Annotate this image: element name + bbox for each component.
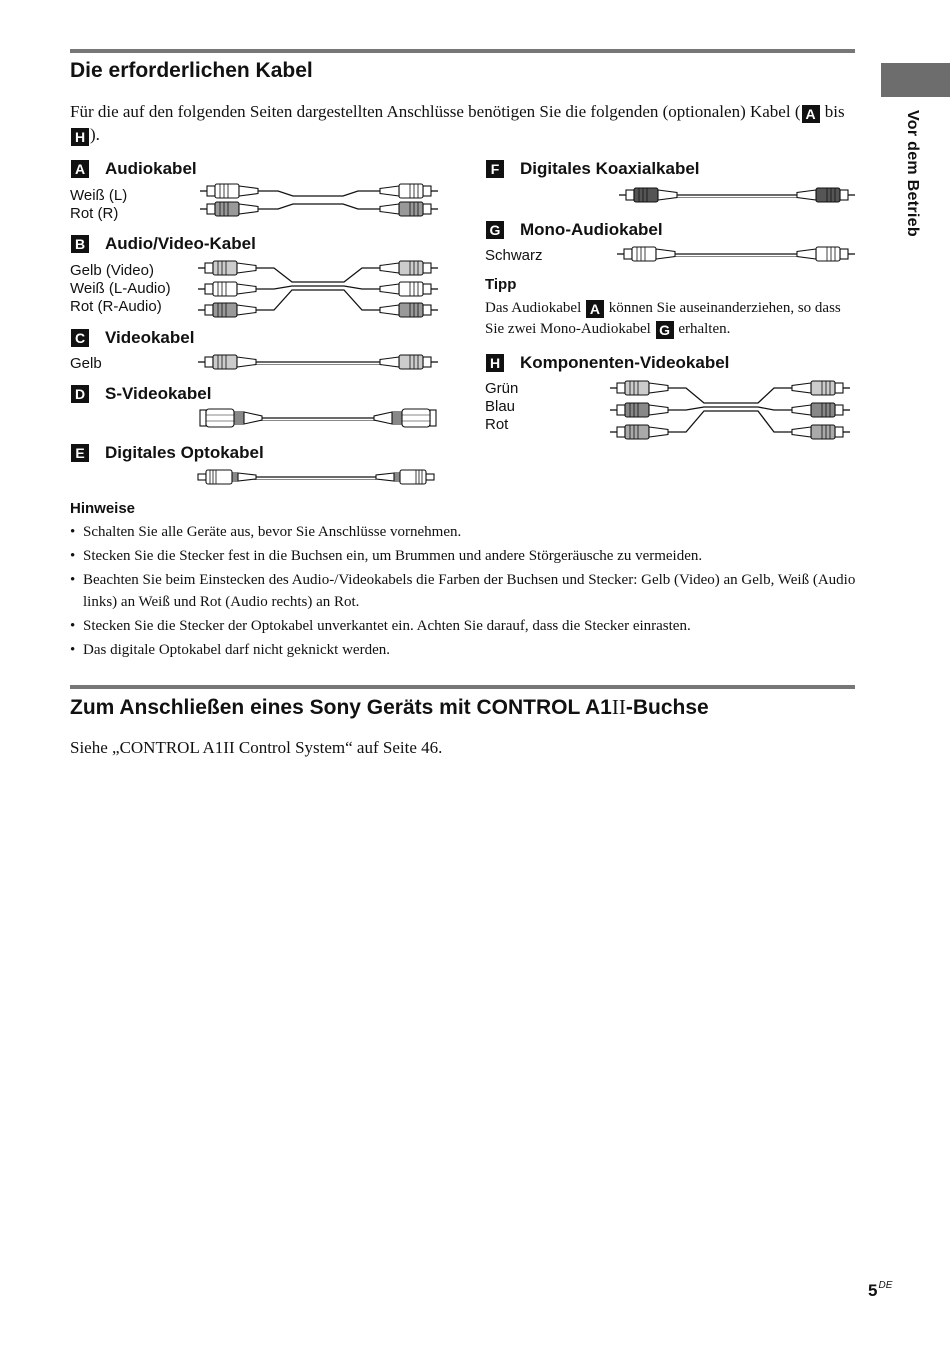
section-rule-control <box>70 685 855 689</box>
cable-d-title: S-Videokabel <box>105 384 212 403</box>
cable-f-illustration <box>617 184 857 206</box>
cable-g-illustration <box>615 243 857 265</box>
cable-h-heading <box>485 353 729 373</box>
cable-h-badge: H <box>486 354 504 372</box>
cable-e-illustration <box>196 467 436 487</box>
chapter-tab <box>881 63 950 97</box>
tip-badge-a: A <box>586 300 604 318</box>
cable-g-label-black: Schwarz <box>485 247 543 264</box>
section2-title-roman: II <box>611 695 626 719</box>
intro-text-before: Für die auf den folgenden Seiten dargestellten Anschlüsse benötigen Sie die folgenden (optionalen) Kabel ( <box>70 102 801 121</box>
cable-e-title: Digitales Optokabel <box>105 443 264 462</box>
section-title-control <box>70 695 709 720</box>
cable-d-badge: D <box>71 385 89 403</box>
cable-a-badge: A <box>71 160 89 178</box>
cable-f-badge: F <box>486 160 504 178</box>
cable-b-heading <box>70 234 256 254</box>
cable-g-badge: G <box>486 221 504 239</box>
chapter-label: Vor dem Betrieb <box>904 110 921 237</box>
cable-b-illustration <box>196 256 440 322</box>
cable-f-title: Digitales Koaxialkabel <box>520 159 700 178</box>
page-number <box>868 1281 892 1301</box>
cable-a-title: Audiokabel <box>105 159 197 178</box>
cable-d-heading <box>70 384 211 404</box>
cable-g-title: Mono-Audiokabel <box>520 220 663 239</box>
tip-title: Tipp <box>485 276 517 293</box>
notes-list <box>70 521 860 663</box>
cable-b-title: Audio/Video-Kabel <box>105 234 256 253</box>
cable-e-heading <box>70 443 264 463</box>
cable-h-label-red: Rot <box>485 416 509 433</box>
cable-b-label-white: Weiß (L-Audio) <box>70 280 171 297</box>
cable-a-label-red: Rot (R) <box>70 205 119 222</box>
cable-h-label-blue: Blau <box>485 398 516 415</box>
cable-b-label-red: Rot (R-Audio) <box>70 298 162 315</box>
page-number-suffix: DE <box>878 1280 893 1291</box>
section-rule-top <box>70 49 855 53</box>
badge-h: H <box>71 128 89 146</box>
note-item: • Das digitale Optokabel darf nicht geknickt werden. <box>70 639 860 661</box>
cable-b-label-yellow: Gelb (Video) <box>70 262 154 279</box>
cable-c-title: Videokabel <box>105 328 195 347</box>
cable-d-illustration <box>198 406 438 430</box>
cable-c-label-yellow: Gelb <box>70 355 102 372</box>
tip-text-2: können Sie auseinanderziehen, so dass Sie zwei Mono-Audiokabel <box>485 300 841 337</box>
cable-f-heading <box>485 159 700 179</box>
page-number-value: 5 <box>868 1281 878 1300</box>
cable-h-illustration <box>608 377 852 443</box>
cable-b-badge: B <box>71 235 89 253</box>
cable-c-badge: C <box>71 329 89 347</box>
cable-h-label-green: Grün <box>485 380 519 397</box>
tip-text <box>485 298 860 340</box>
cable-c-illustration <box>196 352 440 372</box>
badge-a: A <box>802 105 820 123</box>
notes-title: Hinweise <box>70 500 136 517</box>
section2-title-suffix: -Buchse <box>625 696 709 719</box>
section2-title-main: Zum Anschließen eines Sony Geräts mit CONTROL A1 <box>70 696 612 719</box>
note-item: • Schalten Sie alle Geräte aus, bevor Sie Anschlüsse vornehmen. <box>70 521 860 543</box>
note-item: • Beachten Sie beim Einstecken des Audio-/Videokabels die Farben der Buchsen und Stecker: Gelb (Video) an Gelb, Weiß (Audio links) an Weiß und Rot (Audio rechts) an Rot. <box>70 569 860 613</box>
cable-g-heading <box>485 220 663 240</box>
cable-h-title: Komponenten-Videokabel <box>520 353 730 372</box>
control-reference-text: Siehe „CONTROL A1II Control System“ auf Seite 46. <box>70 738 443 757</box>
note-item: • Stecken Sie die Stecker der Optokabel unverkantet ein. Achten Sie darauf, dass die Stecker einrasten. <box>70 615 860 637</box>
cable-c-heading <box>70 328 194 348</box>
note-item: • Stecken Sie die Stecker fest in die Buchsen ein, um Brummen und andere Störgeräusche zu vermeiden. <box>70 545 860 567</box>
cable-e-badge: E <box>71 444 89 462</box>
section-title-cables: Die erforderlichen Kabel <box>70 59 313 82</box>
tip-text-1: Das Audiokabel <box>485 300 585 316</box>
intro-text-mid: bis <box>820 102 845 121</box>
tip-badge-g: G <box>656 321 674 339</box>
intro-text-after: ). <box>90 125 100 144</box>
cable-a-heading <box>70 159 197 179</box>
cable-a-illustration <box>198 180 440 220</box>
tip-text-3: erhalten. <box>674 321 731 337</box>
intro-paragraph <box>70 100 855 146</box>
cable-a-label-white: Weiß (L) <box>70 187 128 204</box>
